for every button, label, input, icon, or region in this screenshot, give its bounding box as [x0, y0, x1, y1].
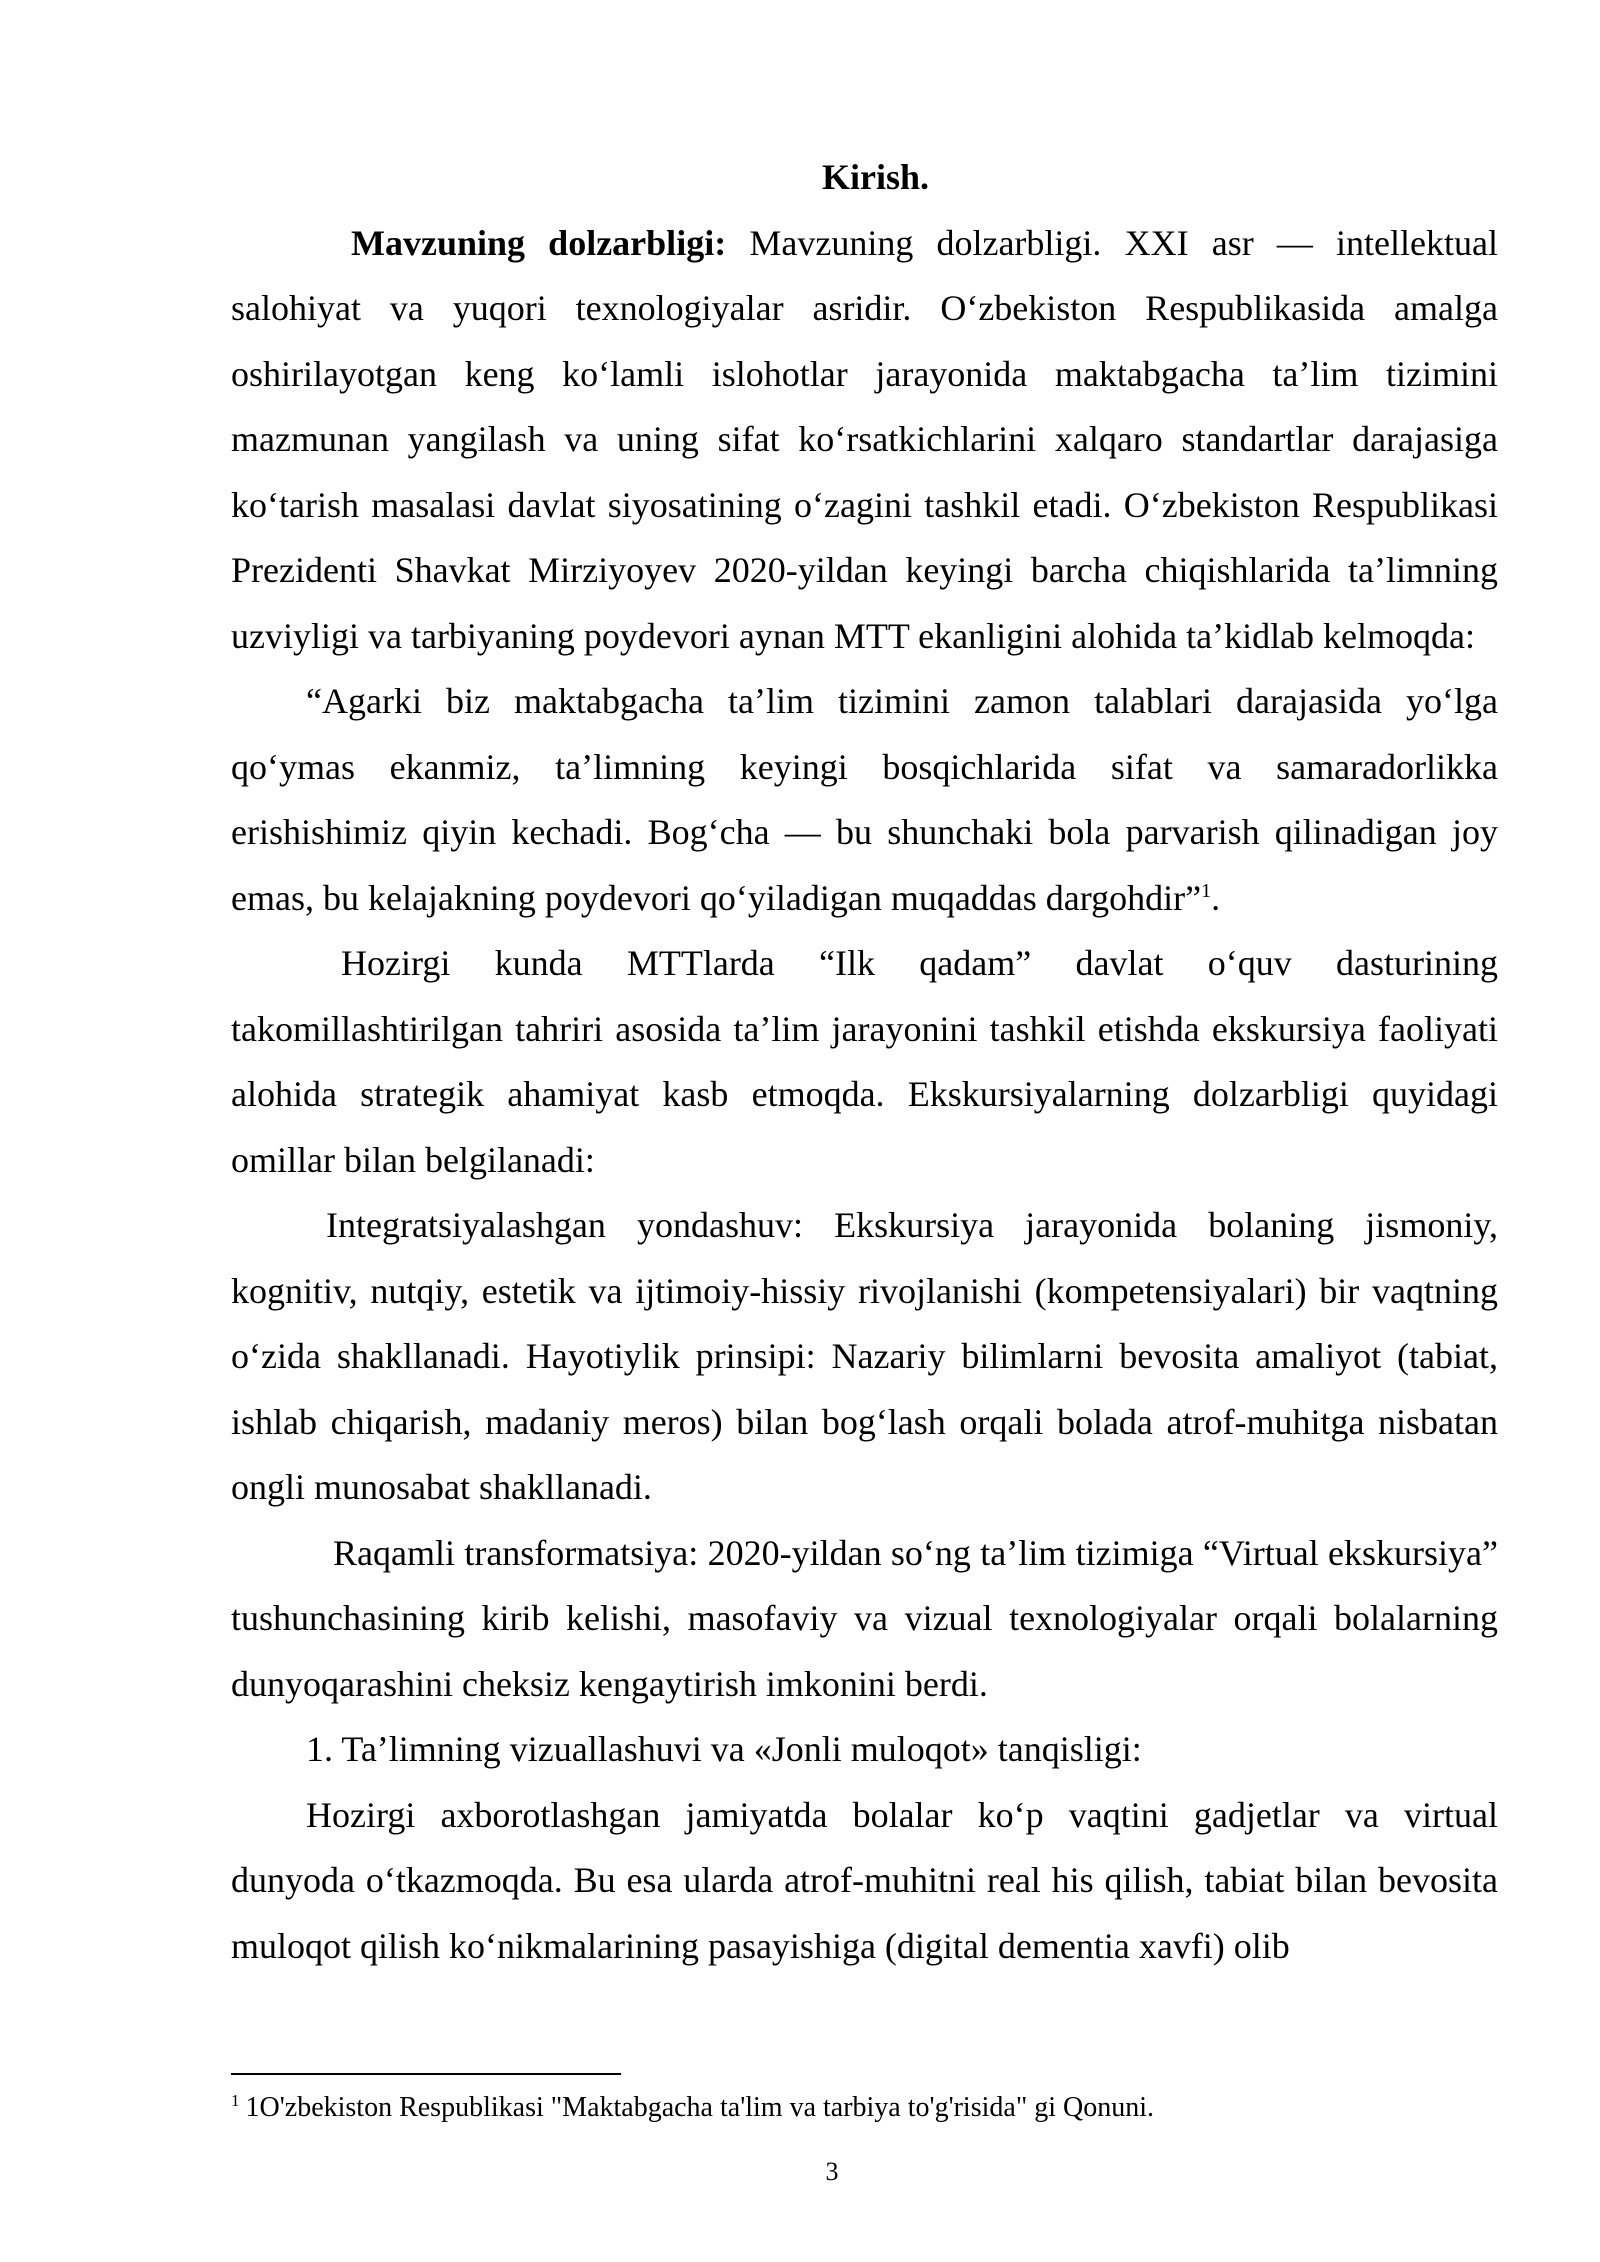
footnote-reference[interactable]: 1 [1201, 879, 1212, 902]
paragraph-relevance [231, 211, 1498, 670]
relevance-text: Mavzuning dolzarbligi. XXI asr — intellektual salohiyat va yuqori texnologiyalar asridir. Oʻzbekiston Respublikasida amalga oshirilayotgan keng koʻlamli islohotlar jarayonida maktabgacha taʼlim tizimini mazmunan yangilash va uning sifat koʻrsatkichlarini xalqaro standartlar darajasiga koʻtarish masalasi davlat siyosatining oʻzagini tashkil etadi. Oʻzbekiston Respublikasi Prezidenti Shavkat Mirziyoyev 2020-yildan keyingi barcha chiqishlarida taʼlimning uzviyligi va tarbiyaning poydevori aynan MTT ekanligini alohida taʼkidlab kelmoqda: [231, 222, 1498, 656]
quote-text: “Agarki biz maktabgacha taʼlim tizimini zamon talablari darajasida yoʻlga qoʻymas ekanmiz, taʼlimning keyingi bosqichlarida sifat va samaradorlikka erishishimiz qiyin kechadi. Bogʻcha — bu shunchaki bola parvarish qilinadigan joy emas, bu kelajakning poydevori qoʻyiladigan muqaddas dargohdir” [231, 681, 1498, 918]
paragraph-quote [231, 669, 1498, 931]
footnote [231, 2088, 1498, 2128]
paragraph-integration: Integratsiyalashgan yondashuv: Ekskursiya jarayonida bolaning jismoniy, kognitiv, nutqiy, estetik va ijtimoiy-hissiy rivojlanishi (kompetensiyalari) bir vaqtning oʻzida shakllanadi. Hayotiylik prinsipi: Nazariy bilimlarni bevosita amaliyot (tabiat, ishlab chiqarish, madaniy meros) bilan bogʻlash orqali bolada atrof-muhitga nisbatan ongli munosabat shakllanadi. [231, 1205, 1498, 1507]
relevance-lead: Mavzuning dolzarbligi: [351, 222, 727, 263]
paragraph-gadgets: Hozirgi axborotlashgan jamiyatda bolalar koʻp vaqtini gadjetlar va virtual dunyoda oʻtkazmoqda. Bu esa ularda atrof-muhitni real his qilish, tabiat bilan bevosita muloqot qilish koʻnikmalarining pasayishiga (digital dementia xavfi) olib [231, 1794, 1498, 1966]
paragraph-digital: Raqamli transformatsiya: 2020-yildan soʻng taʼlim tizimiga “Virtual ekskursiya” tushunchasining kirib kelishi, masofaviy va vizual texnologiyalar orqali bolalarning dunyoqarashini cheksiz kengaytirish imkonini berdi. [231, 1532, 1498, 1704]
document-body [231, 145, 1498, 1979]
page-number: 3 [825, 2157, 839, 2186]
footnote-mark: 1 [231, 2090, 240, 2110]
section-title: Kirish. [821, 157, 929, 197]
paragraph-excursions: Hozirgi kunda MTTlarda “Ilk qadam” davlat oʻquv dasturining takomillashtirilgan tahriri asosida taʼlim jarayonini tashkil etishda ekskursiya faoliyati alohida strategik ahamiyat kasb etmoqda. Ekskursiyalarning dolzarbligi quyidagi omillar bilan belgilanadi: [231, 943, 1498, 1180]
footnote-separator [231, 2073, 621, 2075]
footnote-text: 1O'zbekiston Respublikasi "Maktabgacha ta'lim va tarbiya to'g'risida" gi Qonuni. [245, 2092, 1155, 2123]
quote-end: . [1211, 877, 1221, 918]
paragraph-numbered-heading: 1. Taʼlimning vizuallashuvi va «Jonli muloqot» tanqisligi: [306, 1729, 1142, 1769]
